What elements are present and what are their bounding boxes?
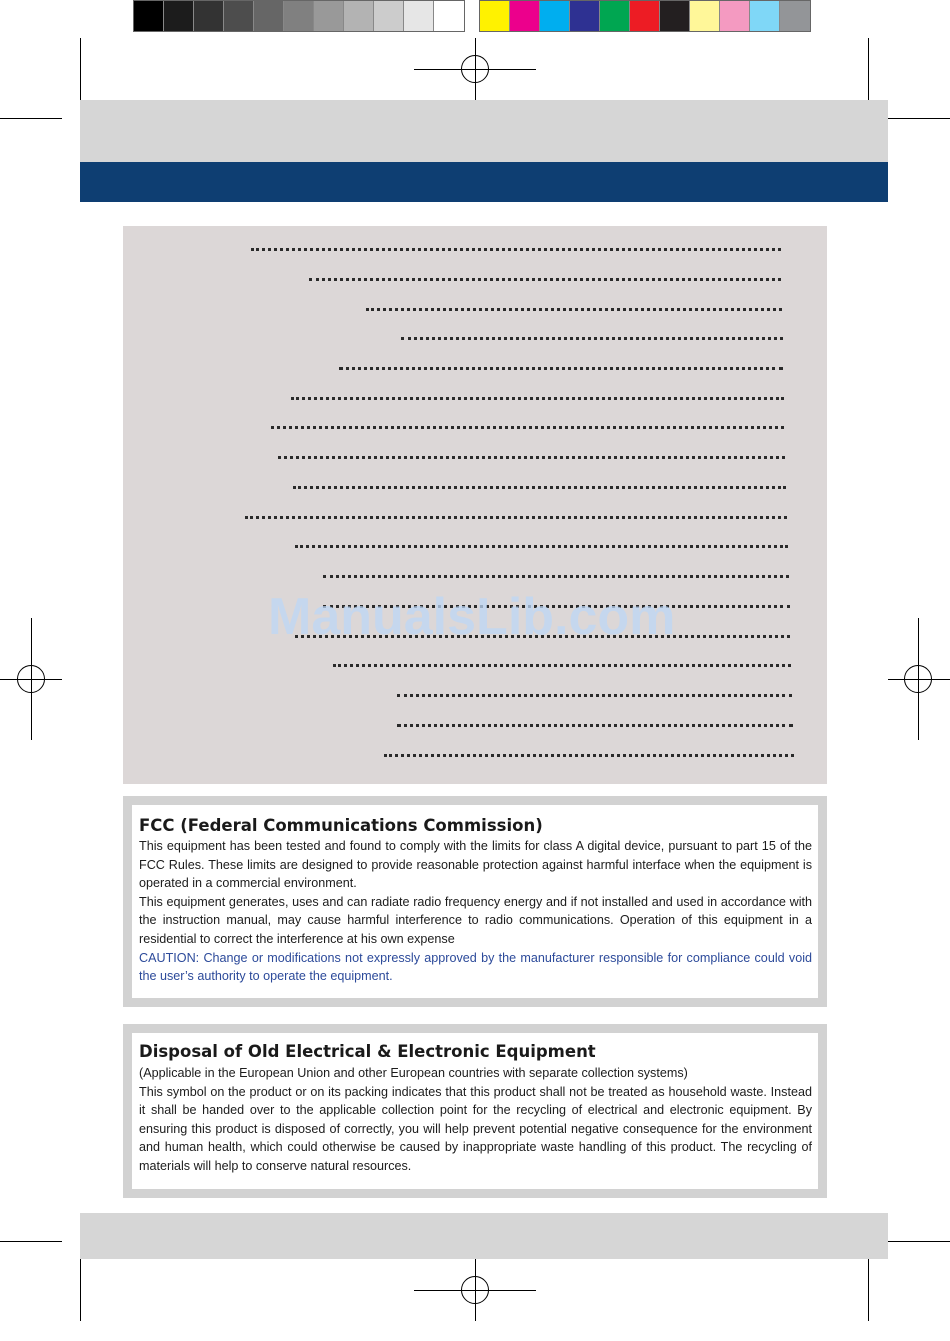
toc-leader-dots	[384, 754, 794, 757]
fcc-title: FCC (Federal Communications Commission)	[139, 816, 543, 835]
gray-swatch	[404, 1, 434, 31]
toc-leader-dots	[366, 308, 782, 311]
gray-swatch	[284, 1, 314, 31]
toc-leader-dots	[397, 694, 792, 697]
grayscale-calibration-bar	[133, 0, 465, 32]
footer-band-gray	[80, 1213, 888, 1259]
gray-swatch	[374, 1, 404, 31]
crop-mark	[0, 1241, 62, 1242]
toc-leader-dots	[397, 724, 793, 727]
toc-leader-dots	[245, 516, 787, 519]
crop-mark	[888, 1241, 950, 1242]
crop-mark	[868, 1259, 869, 1321]
gray-swatch	[344, 1, 374, 31]
crop-mark	[868, 38, 869, 100]
color-swatch	[660, 1, 690, 31]
toc-leader-dots	[339, 367, 783, 370]
gray-swatch	[254, 1, 284, 31]
disposal-title: Disposal of Old Electrical & Electronic Equipment	[139, 1042, 596, 1061]
fcc-paragraph	[139, 837, 812, 986]
toc-leader-dots	[323, 575, 789, 578]
toc-leader-dots	[293, 486, 786, 489]
gray-swatch	[434, 1, 464, 31]
color-calibration-bar	[479, 0, 811, 32]
crop-mark	[80, 38, 81, 100]
fcc-notice-box	[123, 796, 827, 1007]
fcc-paragraph-1: This equipment has been tested and found to comply with the limits for class A digital device, pursuant to part 15 of the FCC Rules. These limits are designed to provide reasonable protection against harmful interface when the equipment is operated in a commercial environment.	[139, 839, 812, 891]
disposal-notice-box	[123, 1024, 827, 1198]
gray-swatch	[164, 1, 194, 31]
crop-mark	[80, 1259, 81, 1321]
header-band-blue	[80, 162, 888, 202]
crop-mark	[888, 118, 950, 119]
header-band-gray	[80, 100, 888, 162]
color-swatch	[540, 1, 570, 31]
color-swatch	[780, 1, 810, 31]
disposal-subtitle: (Applicable in the European Union and other European countries with separate collection systems)	[139, 1066, 688, 1080]
table-of-contents	[123, 226, 827, 784]
color-swatch	[480, 1, 510, 31]
fcc-caution: CAUTION: Change or modifications not expressly approved by the manufacturer responsible for compliance could void the user’s authority to operate the equipment.	[139, 950, 812, 984]
toc-leader-dots	[295, 545, 788, 548]
toc-leader-dots	[251, 248, 781, 251]
toc-leader-dots	[278, 456, 785, 459]
gray-swatch	[224, 1, 254, 31]
gray-swatch	[194, 1, 224, 31]
toc-leader-dots	[333, 664, 791, 667]
color-swatch	[690, 1, 720, 31]
toc-leader-dots	[291, 397, 784, 400]
toc-leader-dots	[401, 337, 783, 340]
disposal-paragraph	[139, 1064, 812, 1176]
color-swatch	[600, 1, 630, 31]
toc-leader-dots	[271, 426, 784, 429]
crop-mark	[0, 118, 62, 119]
color-swatch	[630, 1, 660, 31]
toc-leader-dots	[309, 278, 781, 281]
color-swatch	[570, 1, 600, 31]
watermark: ManualsLib.com	[268, 588, 676, 646]
gray-swatch	[134, 1, 164, 31]
fcc-paragraph-2: This equipment generates, uses and can radiate radio frequency energy and if not installed and used in accordance with the instruction manual, may cause harmful interference to radio communications. Operation of this equipment in a residential to correct the interference at his own expense	[139, 894, 812, 946]
color-swatch	[510, 1, 540, 31]
disposal-body: This symbol on the product or on its packing indicates that this product shall not be treated as household waste. Instead it shall be handed over to the applicable collection point for the recycling of electrical and electronic equipment. By ensuring this product is disposed of correctly, you will help prevent potential negative consequence for the environment and human health, which could otherwise be caused by inappropriate waste handling of this product. The recycling of materials will help to conserve natural resources.	[139, 1084, 812, 1173]
color-swatch	[720, 1, 750, 31]
gray-swatch	[314, 1, 344, 31]
color-swatch	[750, 1, 780, 31]
